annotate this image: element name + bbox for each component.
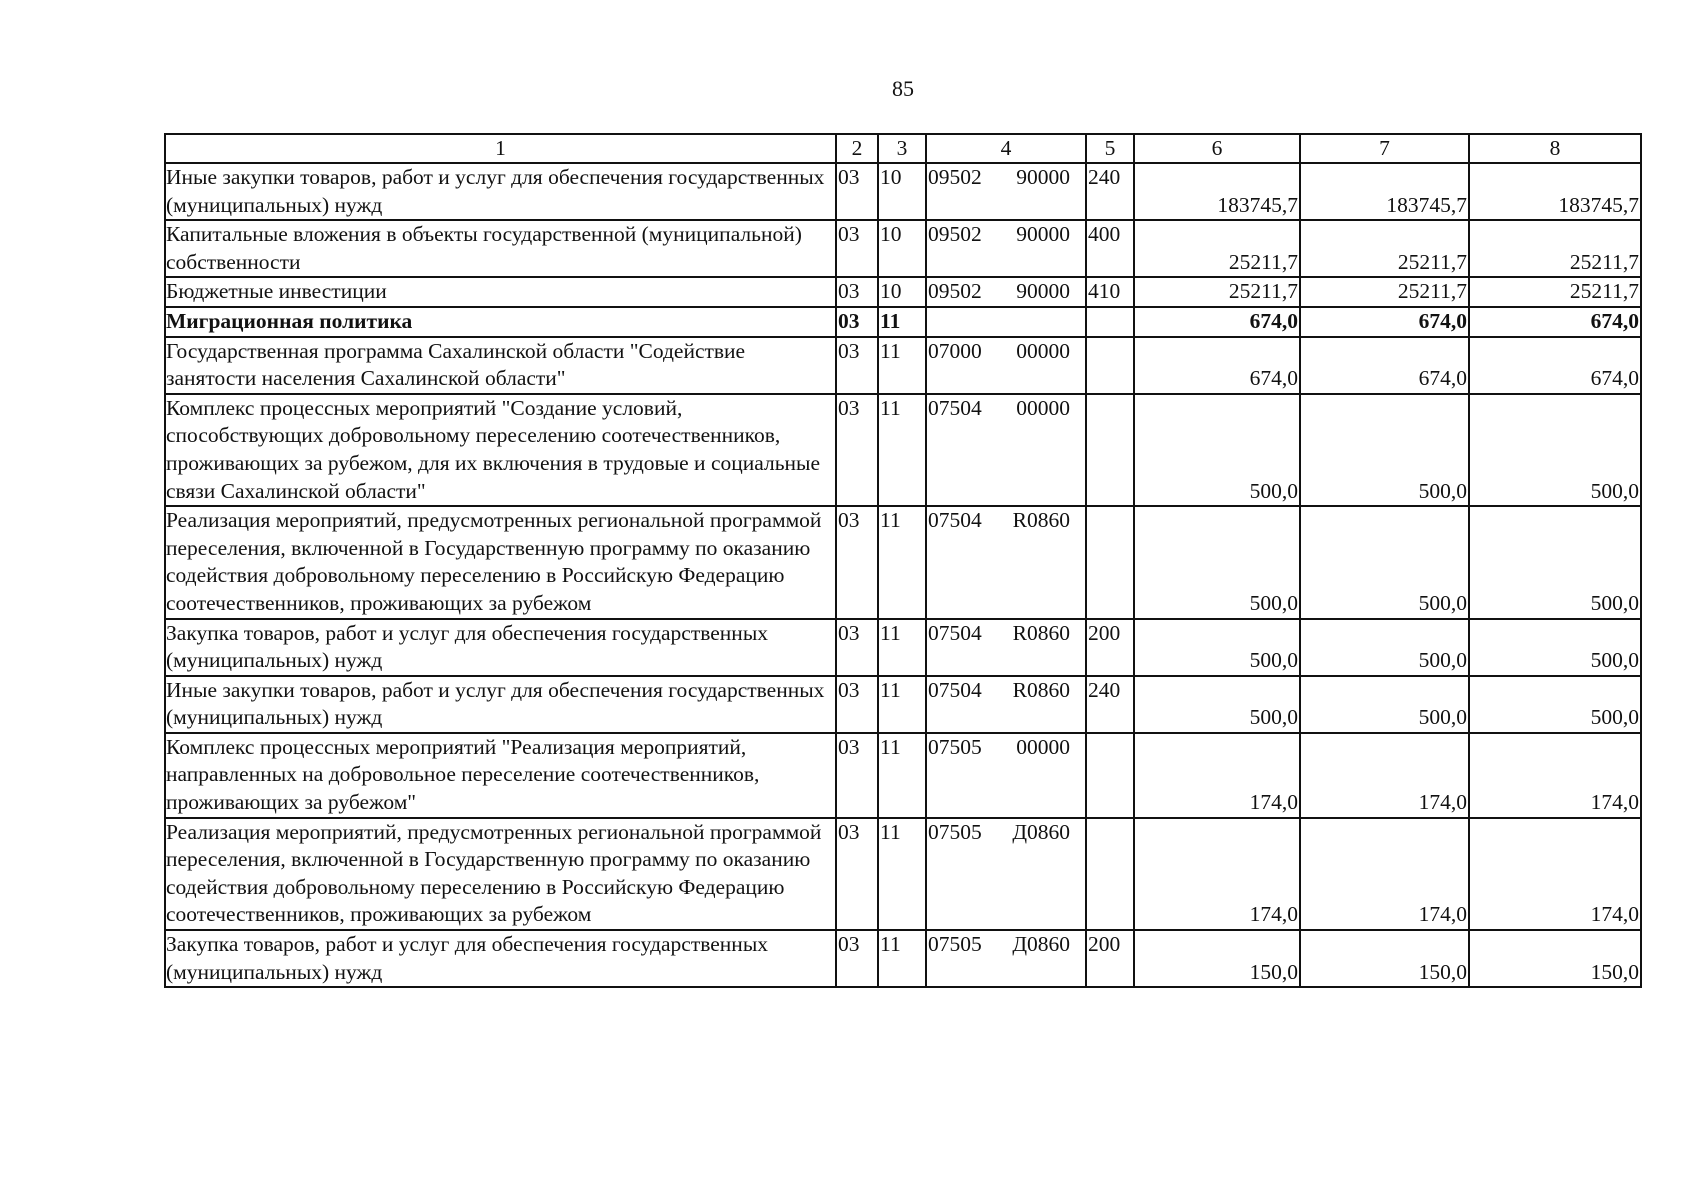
target-direction-code: Д0860 [1012, 819, 1070, 844]
section-code: 03 [836, 733, 878, 818]
table-row [165, 307, 1641, 337]
amount-year-2: 174,0 [1300, 733, 1469, 818]
amount-year-1: 674,0 [1134, 307, 1300, 337]
budget-table [164, 133, 1642, 988]
header-cell-2: 2 [836, 134, 878, 163]
amount-year-1: 174,0 [1134, 818, 1300, 930]
target-article-code [926, 163, 1086, 220]
target-direction-code: 90000 [1016, 165, 1070, 189]
header-cell-7: 7 [1300, 134, 1469, 163]
target-program-code: 07000 [928, 338, 982, 363]
target-article-code [926, 619, 1086, 676]
amount-year-1: 25211,7 [1134, 220, 1300, 277]
target-direction-code: R0860 [1012, 677, 1070, 702]
amount-year-3: 674,0 [1469, 337, 1641, 394]
target-direction-code: R0860 [1012, 508, 1070, 533]
target-program-code: 07504 [928, 620, 982, 645]
section-code: 03 [836, 619, 878, 676]
section-code: 03 [836, 337, 878, 394]
expense-type-code: 200 [1086, 619, 1134, 676]
target-program-code: 07505 [928, 932, 982, 957]
amount-year-3: 25211,7 [1469, 220, 1641, 277]
target-article-code [926, 307, 1086, 337]
amount-year-2: 174,0 [1300, 818, 1469, 930]
amount-year-2: 150,0 [1300, 930, 1469, 987]
section-code: 03 [836, 506, 878, 618]
table-row [165, 818, 1641, 930]
expense-type-code: 240 [1086, 163, 1134, 220]
target-direction-code: 00000 [1016, 338, 1070, 363]
amount-year-1: 500,0 [1134, 394, 1300, 506]
expense-type-code: 240 [1086, 676, 1134, 733]
table-row [165, 619, 1641, 676]
expense-type-code [1086, 506, 1134, 618]
subsection-code: 11 [878, 676, 926, 733]
subsection-code: 10 [878, 220, 926, 277]
amount-year-1: 500,0 [1134, 676, 1300, 733]
subsection-code: 10 [878, 277, 926, 307]
amount-year-3: 183745,7 [1469, 163, 1641, 220]
amount-year-3: 174,0 [1469, 818, 1641, 930]
amount-year-1: 25211,7 [1134, 277, 1300, 307]
table-row [165, 220, 1641, 277]
subsection-code: 11 [878, 307, 926, 337]
target-direction-code: 90000 [1016, 279, 1070, 304]
section-code: 03 [836, 220, 878, 277]
row-name: Закупка товаров, работ и услуг для обеспечения государственных (муниципальных) нужд [165, 619, 836, 676]
target-article-code [926, 506, 1086, 618]
amount-year-3: 150,0 [1469, 930, 1641, 987]
amount-year-2: 500,0 [1300, 676, 1469, 733]
table-body [165, 134, 1641, 987]
header-cell-1: 1 [165, 134, 836, 163]
header-cell-3: 3 [878, 134, 926, 163]
subsection-code: 11 [878, 619, 926, 676]
amount-year-3: 674,0 [1469, 307, 1641, 337]
target-article-code [926, 394, 1086, 506]
table-row [165, 394, 1641, 506]
table-row [165, 733, 1641, 818]
table-row [165, 337, 1641, 394]
amount-year-1: 174,0 [1134, 733, 1300, 818]
row-name: Комплекс процессных мероприятий "Создание условий, способствующих добровольному переселению соотечественников, проживающих за рубежом, для их включения в трудовые и социальные связи Сахалинской области" [165, 394, 836, 506]
subsection-code: 11 [878, 337, 926, 394]
target-program-code: 07504 [928, 677, 982, 702]
row-name: Государственная программа Сахалинской области "Содействие занятости населения Сахалинской области" [165, 337, 836, 394]
header-row [165, 134, 1641, 163]
section-code: 03 [836, 930, 878, 987]
expense-type-code [1086, 307, 1134, 337]
section-code: 03 [836, 818, 878, 930]
amount-year-3: 500,0 [1469, 619, 1641, 676]
amount-year-3: 25211,7 [1469, 277, 1641, 307]
amount-year-2: 674,0 [1300, 307, 1469, 337]
amount-year-2: 183745,7 [1300, 163, 1469, 220]
target-direction-code: Д0860 [1012, 932, 1070, 957]
target-article-code [926, 733, 1086, 818]
target-program-code: 09502 [928, 279, 982, 304]
table-row [165, 676, 1641, 733]
expense-type-code [1086, 733, 1134, 818]
target-direction-code: R0860 [1012, 620, 1070, 645]
target-article-code [926, 337, 1086, 394]
expense-type-code: 400 [1086, 220, 1134, 277]
section-code: 03 [836, 676, 878, 733]
subsection-code: 10 [878, 163, 926, 220]
target-program-code: 07504 [928, 395, 982, 420]
amount-year-2: 674,0 [1300, 337, 1469, 394]
row-name: Комплекс процессных мероприятий "Реализация мероприятий, направленных на добровольное переселение соотечественников, проживающих за рубежом" [165, 733, 836, 818]
header-cell-5: 5 [1086, 134, 1134, 163]
subsection-code: 11 [878, 394, 926, 506]
table-row [165, 930, 1641, 987]
target-article-code [926, 930, 1086, 987]
expense-type-code [1086, 337, 1134, 394]
amount-year-3: 500,0 [1469, 676, 1641, 733]
subsection-code: 11 [878, 818, 926, 930]
section-code: 03 [836, 277, 878, 307]
amount-year-2: 500,0 [1300, 394, 1469, 506]
amount-year-1: 500,0 [1134, 619, 1300, 676]
amount-year-2: 500,0 [1300, 506, 1469, 618]
row-name: Бюджетные инвестиции [165, 277, 836, 307]
header-cell-4: 4 [926, 134, 1086, 163]
target-program-code: 07504 [928, 508, 982, 533]
target-article-code [926, 818, 1086, 930]
header-cell-8: 8 [1469, 134, 1641, 163]
amount-year-1: 500,0 [1134, 506, 1300, 618]
amount-year-2: 500,0 [1300, 619, 1469, 676]
amount-year-1: 183745,7 [1134, 163, 1300, 220]
target-program-code: 09502 [928, 165, 982, 189]
amount-year-3: 174,0 [1469, 733, 1641, 818]
target-program-code: 07505 [928, 819, 982, 844]
amount-year-1: 674,0 [1134, 337, 1300, 394]
amount-year-1: 150,0 [1134, 930, 1300, 987]
row-name: Закупка товаров, работ и услуг для обеспечения государственных (муниципальных) нужд [165, 930, 836, 987]
row-name: Реализация мероприятий, предусмотренных региональной программой переселения, включенной в Государственную программу по оказанию содействия добровольному переселению в Российскую Федерацию соотечественников, проживающих за рубежом [165, 818, 836, 930]
row-name: Реализация мероприятий, предусмотренных региональной программой переселения, включенной в Государственную программу по оказанию содействия добровольному переселению в Российскую Федерацию соотечественников, проживающих за рубежом [165, 506, 836, 618]
target-program-code: 09502 [928, 222, 982, 247]
header-cell-6: 6 [1134, 134, 1300, 163]
target-article-code [926, 220, 1086, 277]
expense-type-code: 200 [1086, 930, 1134, 987]
amount-year-3: 500,0 [1469, 394, 1641, 506]
row-name: Миграционная политика [165, 307, 836, 337]
expense-type-code [1086, 394, 1134, 506]
section-code: 03 [836, 394, 878, 506]
page-number: 85 [892, 76, 914, 101]
subsection-code: 11 [878, 506, 926, 618]
subsection-code: 11 [878, 733, 926, 818]
target-program-code: 07505 [928, 734, 982, 759]
expense-type-code [1086, 818, 1134, 930]
target-article-code [926, 676, 1086, 733]
section-code: 03 [836, 307, 878, 337]
target-article-code [926, 277, 1086, 307]
amount-year-3: 500,0 [1469, 506, 1641, 618]
table-row [165, 163, 1641, 220]
target-direction-code: 90000 [1016, 222, 1070, 247]
subsection-code: 11 [878, 930, 926, 987]
row-name: Иные закупки товаров, работ и услуг для обеспечения государственных (муниципальных) нужд [165, 163, 836, 220]
amount-year-2: 25211,7 [1300, 220, 1469, 277]
table-row [165, 277, 1641, 307]
section-code: 03 [836, 163, 878, 220]
target-direction-code: 00000 [1016, 395, 1070, 420]
amount-year-2: 25211,7 [1300, 277, 1469, 307]
table-row [165, 506, 1641, 618]
expense-type-code: 410 [1086, 277, 1134, 307]
row-name: Иные закупки товаров, работ и услуг для обеспечения государственных (муниципальных) нужд [165, 676, 836, 733]
target-direction-code: 00000 [1016, 734, 1070, 759]
row-name: Капитальные вложения в объекты государственной (муниципальной) собственности [165, 220, 836, 277]
